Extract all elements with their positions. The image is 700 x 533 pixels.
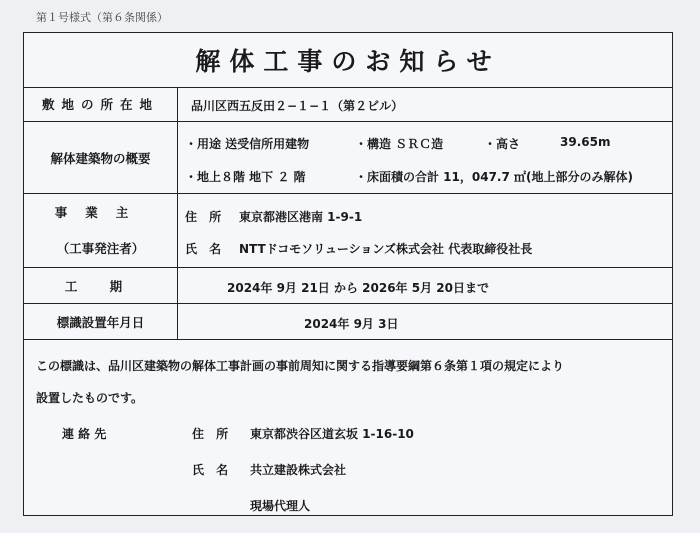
form-number: 第１号様式（第６条関係）	[36, 11, 168, 24]
location-row	[24, 87, 672, 122]
period-value-cell	[177, 268, 672, 303]
overview-row	[24, 122, 672, 194]
owner-address-label: 住 所	[185, 210, 226, 224]
note-text-line1: この標識は、品川区建築物の解体工事計画の事前周知に関する指導要綱第６条第１項の規定により	[36, 359, 565, 373]
period-row	[24, 268, 672, 304]
overview-label: 解体建築物の概要	[24, 122, 178, 193]
notice-title: 解体工事のお知らせ	[24, 33, 672, 88]
overview-floors: ・地上８階 地下 ２ 階	[185, 170, 306, 184]
period-label: 工 期	[24, 268, 178, 303]
overview-structure: ・構造 ＳＲＣ造	[355, 137, 444, 151]
owner-label	[24, 194, 178, 267]
owner-name-label: 氏 名	[185, 242, 226, 256]
sign-date-value: 2024年 9月 3日	[304, 317, 399, 331]
contact-agent: 現場代理人	[250, 499, 311, 513]
owner-label-sub: （工事発注者）	[56, 240, 145, 256]
contact-name-label: 氏 名	[192, 463, 233, 477]
contact-address-value: 東京都渋谷区道玄坂 1-16-10	[250, 427, 414, 441]
note-text-line2: 設置したものです。	[36, 391, 144, 405]
notice-sheet	[23, 32, 673, 516]
period-value: 2024年 9月 21日 から 2026年 5月 20日まで	[227, 281, 489, 295]
owner-value-cell	[177, 194, 672, 267]
overview-value-cell	[177, 122, 672, 193]
contact-label: 連 絡 先	[62, 427, 107, 441]
location-value-cell	[177, 87, 672, 121]
owner-name-value: NTTドコモソリューションズ株式会社 代表取締役社長	[239, 242, 533, 256]
sign-date-value-cell	[177, 304, 672, 339]
location-value: 品川区西五反田２−１−１（第２ビル）	[191, 99, 404, 113]
location-label: 敷地の所在地	[24, 87, 178, 121]
owner-label-main: 事業主	[54, 204, 147, 220]
owner-row	[24, 194, 672, 268]
contact-name-value: 共立建設株式会社	[250, 463, 347, 477]
sign-date-label: 標識設置年月日	[24, 304, 178, 339]
overview-area: ・床面積の合計 11，047.7 ㎡(地上部分のみ解体)	[355, 170, 633, 184]
owner-address-value: 東京都港区港南 1-9-1	[239, 210, 363, 224]
contact-address-label: 住 所	[192, 427, 233, 441]
sign-date-row	[24, 304, 672, 340]
overview-use: ・用途 送受信所用建物	[185, 137, 310, 151]
notice-note	[24, 340, 672, 517]
overview-height-label: ・高さ	[484, 137, 521, 151]
overview-height-value: 39.65m	[560, 135, 611, 149]
